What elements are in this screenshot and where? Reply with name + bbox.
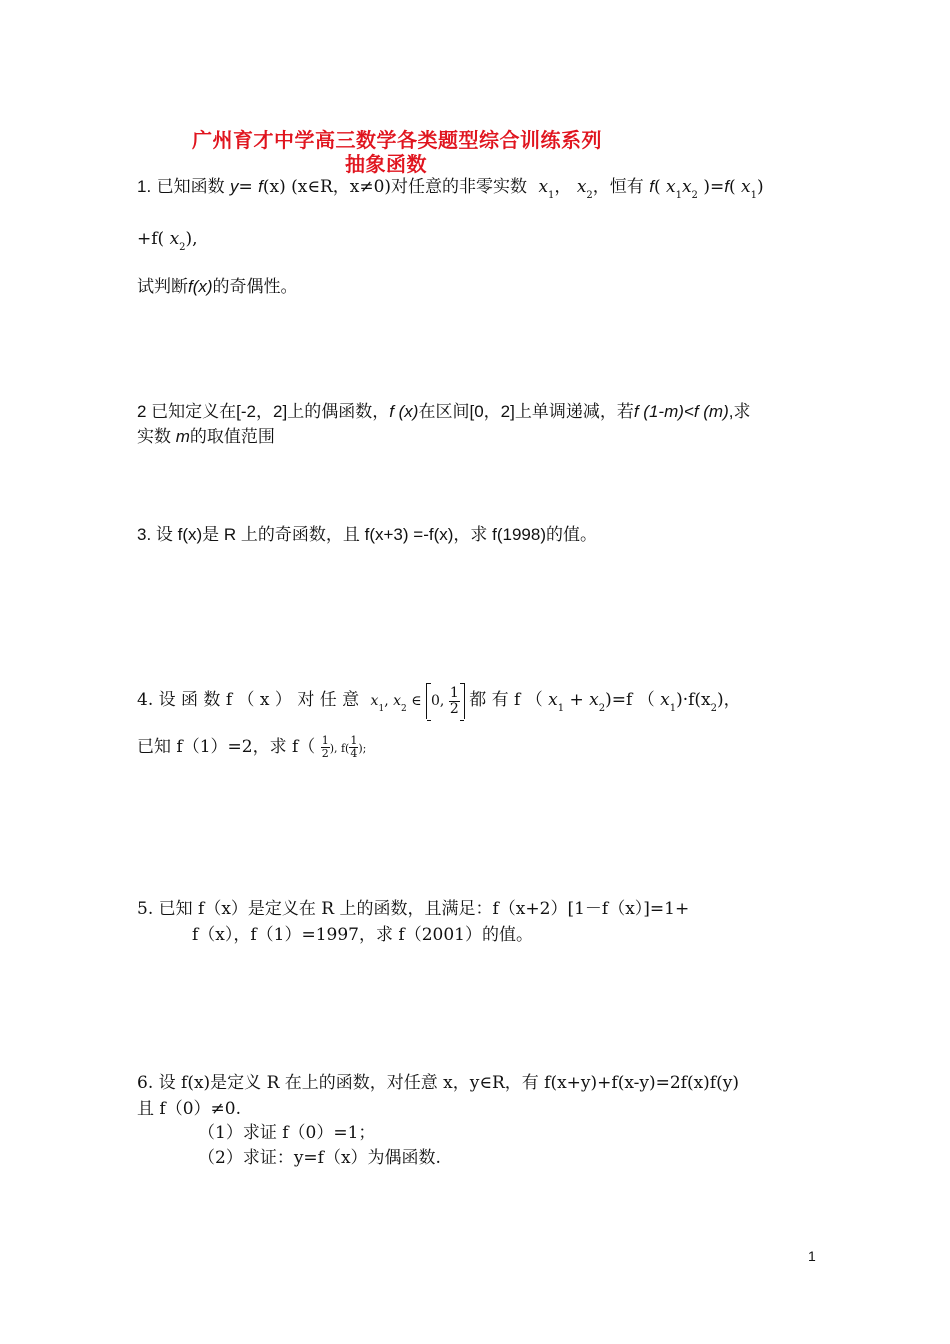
q4-x2: x: [393, 693, 401, 709]
q4-q-half-den: 2: [321, 747, 329, 760]
page-number: 1: [808, 1248, 816, 1264]
q4-eq: )=f （: [605, 690, 655, 710]
q1-x1: x: [538, 177, 549, 197]
q4-zero: 0,: [431, 693, 445, 709]
q2-range: 的取值范围: [189, 427, 275, 446]
question-3: 3. 设 f(x)是 R 上的奇函数，且 f(x+3) =-f(x)，求 f(1998)的值。: [137, 525, 597, 544]
q1-sub-1: 1: [548, 190, 555, 201]
q4-q-half-num: 1: [321, 734, 329, 747]
q1-x2: x: [576, 177, 587, 197]
question-6-part2: （2）求证：y=f（x）为偶函数.: [198, 1148, 441, 1168]
question-6-part1: （1）求证 f（0）=1；: [198, 1123, 376, 1143]
q2-m: m: [175, 427, 190, 446]
q1-x2c: x: [169, 229, 180, 249]
q4-lead: 4. 设 函 数 f （ x ） 对 任 意: [137, 690, 360, 710]
page-subtitle: 抽象函数: [345, 152, 427, 176]
q1-number: 1.: [137, 177, 152, 196]
q1-sub-1b: 1: [675, 190, 682, 201]
question-5: 5. 已知 f（x）是定义在 R 上的函数，且满足：f（x+2）[1－f（x）]=1+: [137, 899, 690, 919]
question-2: [137, 401, 750, 423]
q1-f3: f: [724, 177, 729, 196]
q4-half-num: 1: [449, 684, 459, 701]
question-5-line2: f（x），f（1）=1997，求 f（2001）的值。: [192, 925, 533, 945]
page-title: 广州育才中学高三数学各类题型综合训练系列: [192, 128, 602, 152]
q1-sub-2c: 2: [179, 242, 186, 253]
q4-sum-x2: x: [589, 690, 599, 710]
q4-q-quarter: [349, 735, 358, 760]
question-1-line2: [137, 228, 198, 253]
q1-close: ): [756, 177, 764, 197]
q1-condition: (x∈R，x≠0): [291, 177, 392, 197]
q1-text-b: 对任意的非零实数: [391, 177, 528, 197]
q4-half: [449, 686, 460, 717]
q2-inequality: f (1-m)<f (m): [633, 402, 729, 421]
question-1-line3: [137, 276, 298, 298]
q1-judge: 试判断: [137, 277, 188, 297]
question-6-line2: 且 f（0）≠0.: [137, 1099, 241, 1119]
q1-x2b: x: [681, 177, 692, 197]
q4-q-quarter-num: 1: [350, 734, 358, 747]
q1-x1c: x: [741, 177, 751, 197]
q1-comma: ，: [554, 177, 572, 197]
q1-text-a: 已知函数: [156, 177, 225, 197]
q2-text-a: 2 已知定义在[-2，2]上的偶函数，: [137, 402, 390, 421]
q4-given: 已知 f（1）=2，求 f（: [137, 737, 316, 757]
q1-f2: f: [649, 177, 654, 196]
q1-eq: =: [238, 177, 259, 197]
q2-real: 实数: [137, 427, 171, 446]
q4-q-end: );: [358, 742, 367, 755]
q4-q-quarter-den: 4: [350, 747, 358, 760]
question-4-line2: [137, 732, 366, 764]
q4-plus: +: [569, 690, 584, 710]
q1-sub-2: 2: [586, 190, 593, 201]
q4-end: )，: [717, 690, 741, 710]
q4-mid: 都 有 f （: [469, 690, 543, 710]
q4-in: ∈: [411, 693, 422, 709]
q4-q-mid: ), f(: [329, 742, 350, 755]
q2-text-c: ,求: [728, 402, 751, 421]
q4-x1: x: [370, 693, 379, 709]
q1-x: (x): [262, 177, 286, 197]
q4-sum-x1: x: [548, 690, 558, 710]
q1-end: ),: [185, 229, 198, 249]
question-4: 4. 设 函 数 f （ x ） 对 任 意 $x_1$, $x_2$ ∈ 0, $\frac{1}{2}$ 都 有 f （ $x_1 + x_2)=f$ （ $x_1)\cdot f(x_2)$，: [137, 682, 741, 721]
q1-sub-1c: 1: [750, 190, 757, 201]
q2-fx: f (x): [389, 402, 419, 421]
q4-domain: $x_1$, $x_2$ ∈ 0, $\frac{1}{2}$: [371, 693, 470, 709]
q1-parity: 的奇偶性。: [212, 277, 298, 297]
question-6: 6. 设 f(x)是定义 R 在上的函数，对任意 x，y∈R，有 f(x+y)+f(x-y)=2f(x)f(y): [137, 1073, 739, 1093]
q2-text-b: 在区间[0，2]上单调递减，若: [418, 402, 634, 421]
q4-prod-x1: x: [660, 690, 670, 710]
q4-half-den: 2: [449, 700, 459, 717]
q4-interval: [426, 683, 465, 719]
q1-x1b: x: [665, 177, 676, 197]
q4-prod: )·f(x: [676, 690, 711, 710]
question-1: 1. 已知函数 y= f(x) (x∈R，x≠0)对任意的非零实数 $x_1$， $x_2$，恒有 f( $x_1x_2$ )=f( $x_1$): [137, 177, 764, 201]
q4-q-half: [321, 735, 330, 760]
question-2-line2: [137, 426, 275, 448]
q1-eq2: )=: [703, 177, 725, 197]
q1-f: f: [258, 177, 263, 196]
q1-y: y: [230, 177, 239, 196]
q1-fx: f(x): [188, 277, 213, 296]
q1-plus: +f(: [137, 229, 165, 249]
q1-text-c: ，恒有: [592, 177, 644, 197]
q1-sub-2b: 2: [691, 190, 698, 201]
